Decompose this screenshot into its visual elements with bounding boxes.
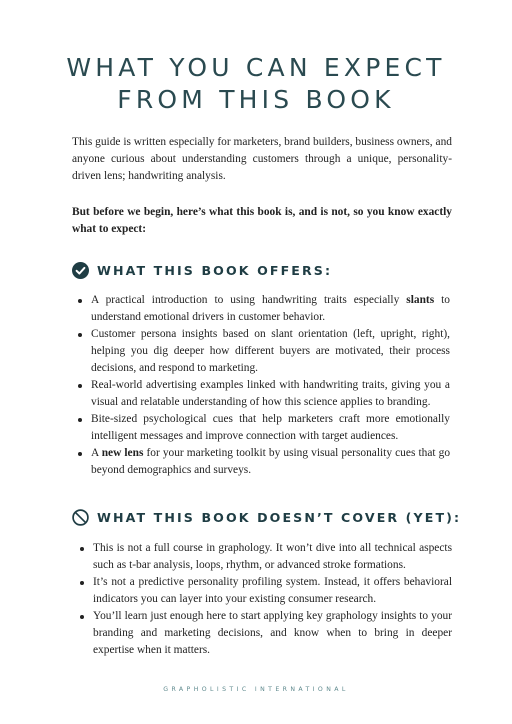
item-bold: new lens <box>101 447 144 459</box>
page-title <box>0 52 512 116</box>
title-line-2: FROM THIS BOOK <box>117 85 395 114</box>
list-item <box>80 540 452 574</box>
item-text: for your marketing toolkit by using visual personality cues that go beyond demographics and surveys. <box>91 447 451 476</box>
page-footer: GRAPHOLISTIC INTERNATIONAL <box>163 686 349 693</box>
item-text: A <box>91 447 102 459</box>
title-line-1: WHAT YOU CAN EXPECT <box>66 53 446 82</box>
list-item <box>80 574 452 608</box>
not-covered-list <box>80 540 452 659</box>
check-circle-icon <box>72 262 89 279</box>
item-text: Real-world advertising examples linked with handwriting traits, giving you a visual and relatable understanding of how this science applies to branding. <box>91 379 450 408</box>
item-text: It’s not a predictive personality profiling system. Instead, it offers behavioral indicators you can layer into your existing consumer research. <box>93 576 452 605</box>
bullet-dot <box>78 384 82 388</box>
bullet-dot <box>78 333 82 337</box>
offers-list <box>78 292 450 479</box>
bullet-dot <box>80 581 84 585</box>
not-covered-heading-text: WHAT THIS BOOK DOESN’T COVER (YET): <box>97 510 462 525</box>
offers-heading <box>72 262 332 279</box>
item-bold: slants <box>406 294 435 306</box>
list-item <box>78 292 450 326</box>
bullet-dot <box>78 418 82 422</box>
intro-paragraph: This guide is written especially for marketers, brand builders, business owners, and anyone curious about understanding customers through a unique, personality-driven lens; handwriting analysis. <box>72 136 452 182</box>
item-text: Bite-sized psychological cues that help marketers craft more emotionally intelligent messages and improve connection with target audiences. <box>91 413 450 442</box>
list-item <box>80 608 452 659</box>
bullet-dot <box>80 615 84 619</box>
list-item <box>78 411 450 445</box>
lead-paragraph: But before we begin, here’s what this book is, and is not, so you know exactly what to expect: <box>72 206 452 235</box>
item-text: This is not a full course in graphology. It won’t dive into all technical aspects such as t-bar analysis, loops, rhythm, or advanced stroke formations. <box>93 542 452 571</box>
item-text: Customer persona insights based on slant orientation (left, upright, right), helping you dig deeper how different buyers are motivated, their process decisions, and respond to marketing. <box>91 328 450 374</box>
no-entry-icon <box>72 509 89 526</box>
item-text: to understand emotional drivers in customer behavior. <box>91 294 450 323</box>
bullet-dot <box>78 299 82 303</box>
offers-heading-text: WHAT THIS BOOK OFFERS: <box>97 263 333 278</box>
list-item <box>78 377 450 411</box>
item-text: You’ll learn just enough here to start applying key graphology insights to your branding and marketing decisions, and know when to bring in deeper expertise when it matters. <box>93 610 452 656</box>
bullet-dot <box>78 452 82 456</box>
item-text: A practical introduction to using handwriting traits especially <box>91 294 407 306</box>
list-item <box>78 445 450 479</box>
list-item <box>78 326 450 377</box>
not-covered-heading <box>72 509 461 526</box>
bullet-dot <box>80 547 84 551</box>
